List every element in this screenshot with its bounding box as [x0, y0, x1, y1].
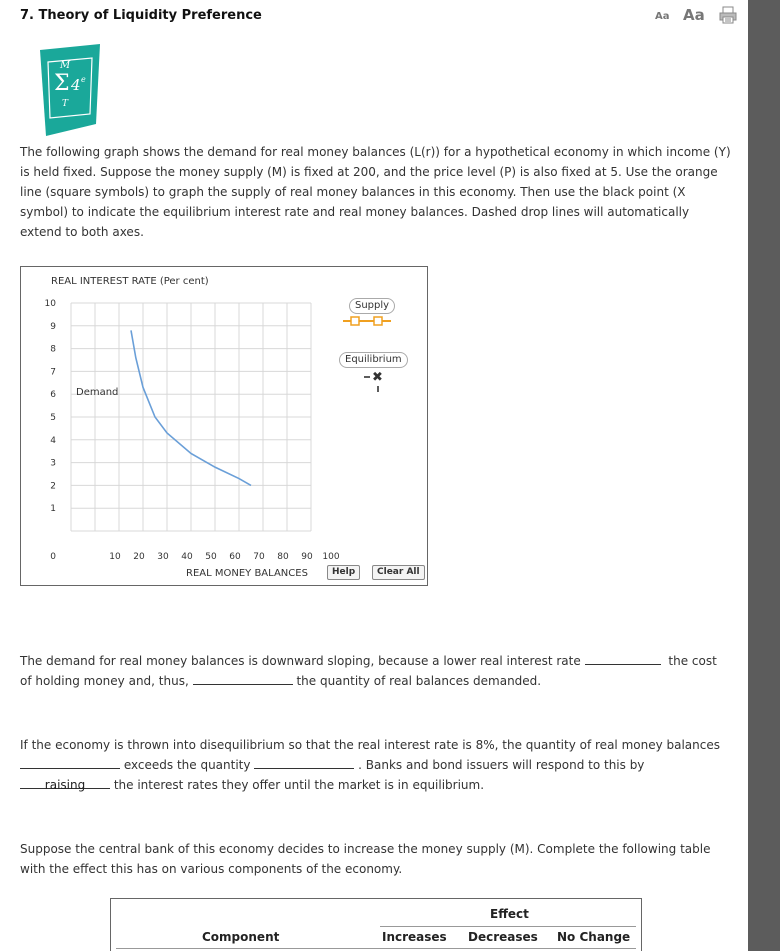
x-tick-label: 100 [322, 552, 340, 562]
q2-text: . Banks and bond issuers will respond to this by [358, 758, 645, 772]
badge-top: M [60, 60, 71, 71]
x-axis-label: REAL MONEY BALANCES [186, 568, 308, 579]
y-tick-label: 2 [50, 481, 56, 492]
scrollbar[interactable] [748, 0, 780, 951]
equilibrium-legend-label: Equilibrium [339, 352, 408, 368]
q2-text: If the economy is thrown into disequilibrium so that the real interest rate is 8%, the quantity of real money balances [20, 738, 721, 752]
badge-icon [38, 44, 102, 136]
y-tick-label: 6 [50, 390, 56, 401]
font-size-large-button[interactable]: Aa [683, 6, 705, 24]
question-3: Suppose the central bank of this economy decides to increase the money supply (M). Complete the following table with the effect this has on various components of the economy. [20, 842, 711, 876]
supply-square-icon[interactable] [351, 317, 359, 325]
x-marker-icon[interactable]: ✖ [372, 370, 383, 385]
x-tick-label: 10 [109, 552, 121, 562]
y-tick-label: 3 [50, 458, 56, 469]
q1-text: The demand for real money balances is downward sloping, because a lower real interest rate [20, 654, 581, 668]
font-size-small-button[interactable]: Aa [655, 11, 670, 22]
x-tick-label: 60 [229, 552, 241, 562]
x-tick-label: 20 [133, 552, 145, 562]
x-tick-label: 70 [253, 552, 265, 562]
y-tick-label: 5 [50, 413, 56, 423]
question-1 [20, 651, 732, 691]
grid [71, 303, 311, 531]
x-tick-label: 90 [301, 552, 313, 562]
table-header-divider [116, 948, 636, 949]
question-2 [20, 735, 732, 795]
effect-divider [380, 926, 636, 927]
y-tick-label: 10 [44, 299, 56, 309]
col-increases: Increases [382, 930, 447, 944]
y-ticks [45, 299, 57, 562]
graph-panel [20, 266, 428, 586]
q1-dropdown-1[interactable] [585, 651, 661, 665]
supply-square-icon[interactable] [374, 317, 382, 325]
badge-sup: e [81, 75, 86, 84]
x-ticks [109, 552, 340, 562]
q2-dropdown-2[interactable] [254, 755, 354, 769]
q2-text: the interest rates they offer until the market is in equilibrium. [113, 778, 485, 792]
supply-legend-label: Supply [349, 298, 395, 314]
page-title: 7. Theory of Liquidity Preference [20, 8, 262, 23]
equilibrium-tool[interactable] [364, 370, 383, 392]
x-tick-label: 30 [157, 552, 169, 562]
q1-dropdown-2[interactable] [193, 671, 293, 685]
print-icon[interactable] [719, 6, 737, 24]
x-tick-label: 40 [181, 552, 193, 562]
x-tick-label: 50 [205, 552, 217, 562]
q1-text: the cost [668, 654, 717, 668]
q2-text: exceeds the quantity [123, 758, 251, 772]
y-tick-label: 0 [50, 552, 56, 562]
graph-canvas[interactable] [21, 267, 429, 587]
y-tick-label: 9 [50, 321, 56, 332]
q1-text: the quantity of real balances demanded. [296, 674, 542, 688]
y-tick-label: 4 [50, 435, 56, 446]
col-decreases: Decreases [468, 930, 538, 944]
intro-paragraph: The following graph shows the demand for real money balances (L(r)) for a hypothetical economy in which income (Y) is held fixed. Suppose the money supply (M) is fixed at 200, and the price level (P) is also fixed at 5. Use the orange line (square symbols) to graph the supply of real money balances in this economy. Then use the black point (X symbol) to indicate the equilibrium interest rate and real money balances. Dashed drop lines will automatically extend to both axes. [20, 145, 731, 239]
badge-main: 4 [71, 76, 81, 94]
component-header: Component [202, 930, 280, 944]
supply-tool[interactable] [343, 317, 391, 325]
y-tick-label: 8 [50, 344, 56, 355]
col-no-change: No Change [557, 930, 631, 944]
x-tick-label: 80 [277, 552, 289, 562]
y-axis-label: REAL INTEREST RATE (Per cent) [51, 276, 209, 287]
badge-bottom: T [62, 99, 69, 109]
q2-dropdown-3[interactable]: raising [20, 775, 110, 789]
demand-label: Demand [76, 387, 119, 398]
badge-sigma: Σ [54, 71, 70, 96]
q1-text: of holding money and, thus, [20, 674, 189, 688]
y-tick-label: 1 [50, 504, 56, 515]
clear-all-button[interactable]: Clear All [372, 565, 425, 580]
y-tick-label: 7 [50, 367, 56, 378]
help-button[interactable]: Help [327, 565, 360, 580]
q2-dropdown-1[interactable] [20, 755, 120, 769]
effect-header: Effect [490, 907, 529, 921]
